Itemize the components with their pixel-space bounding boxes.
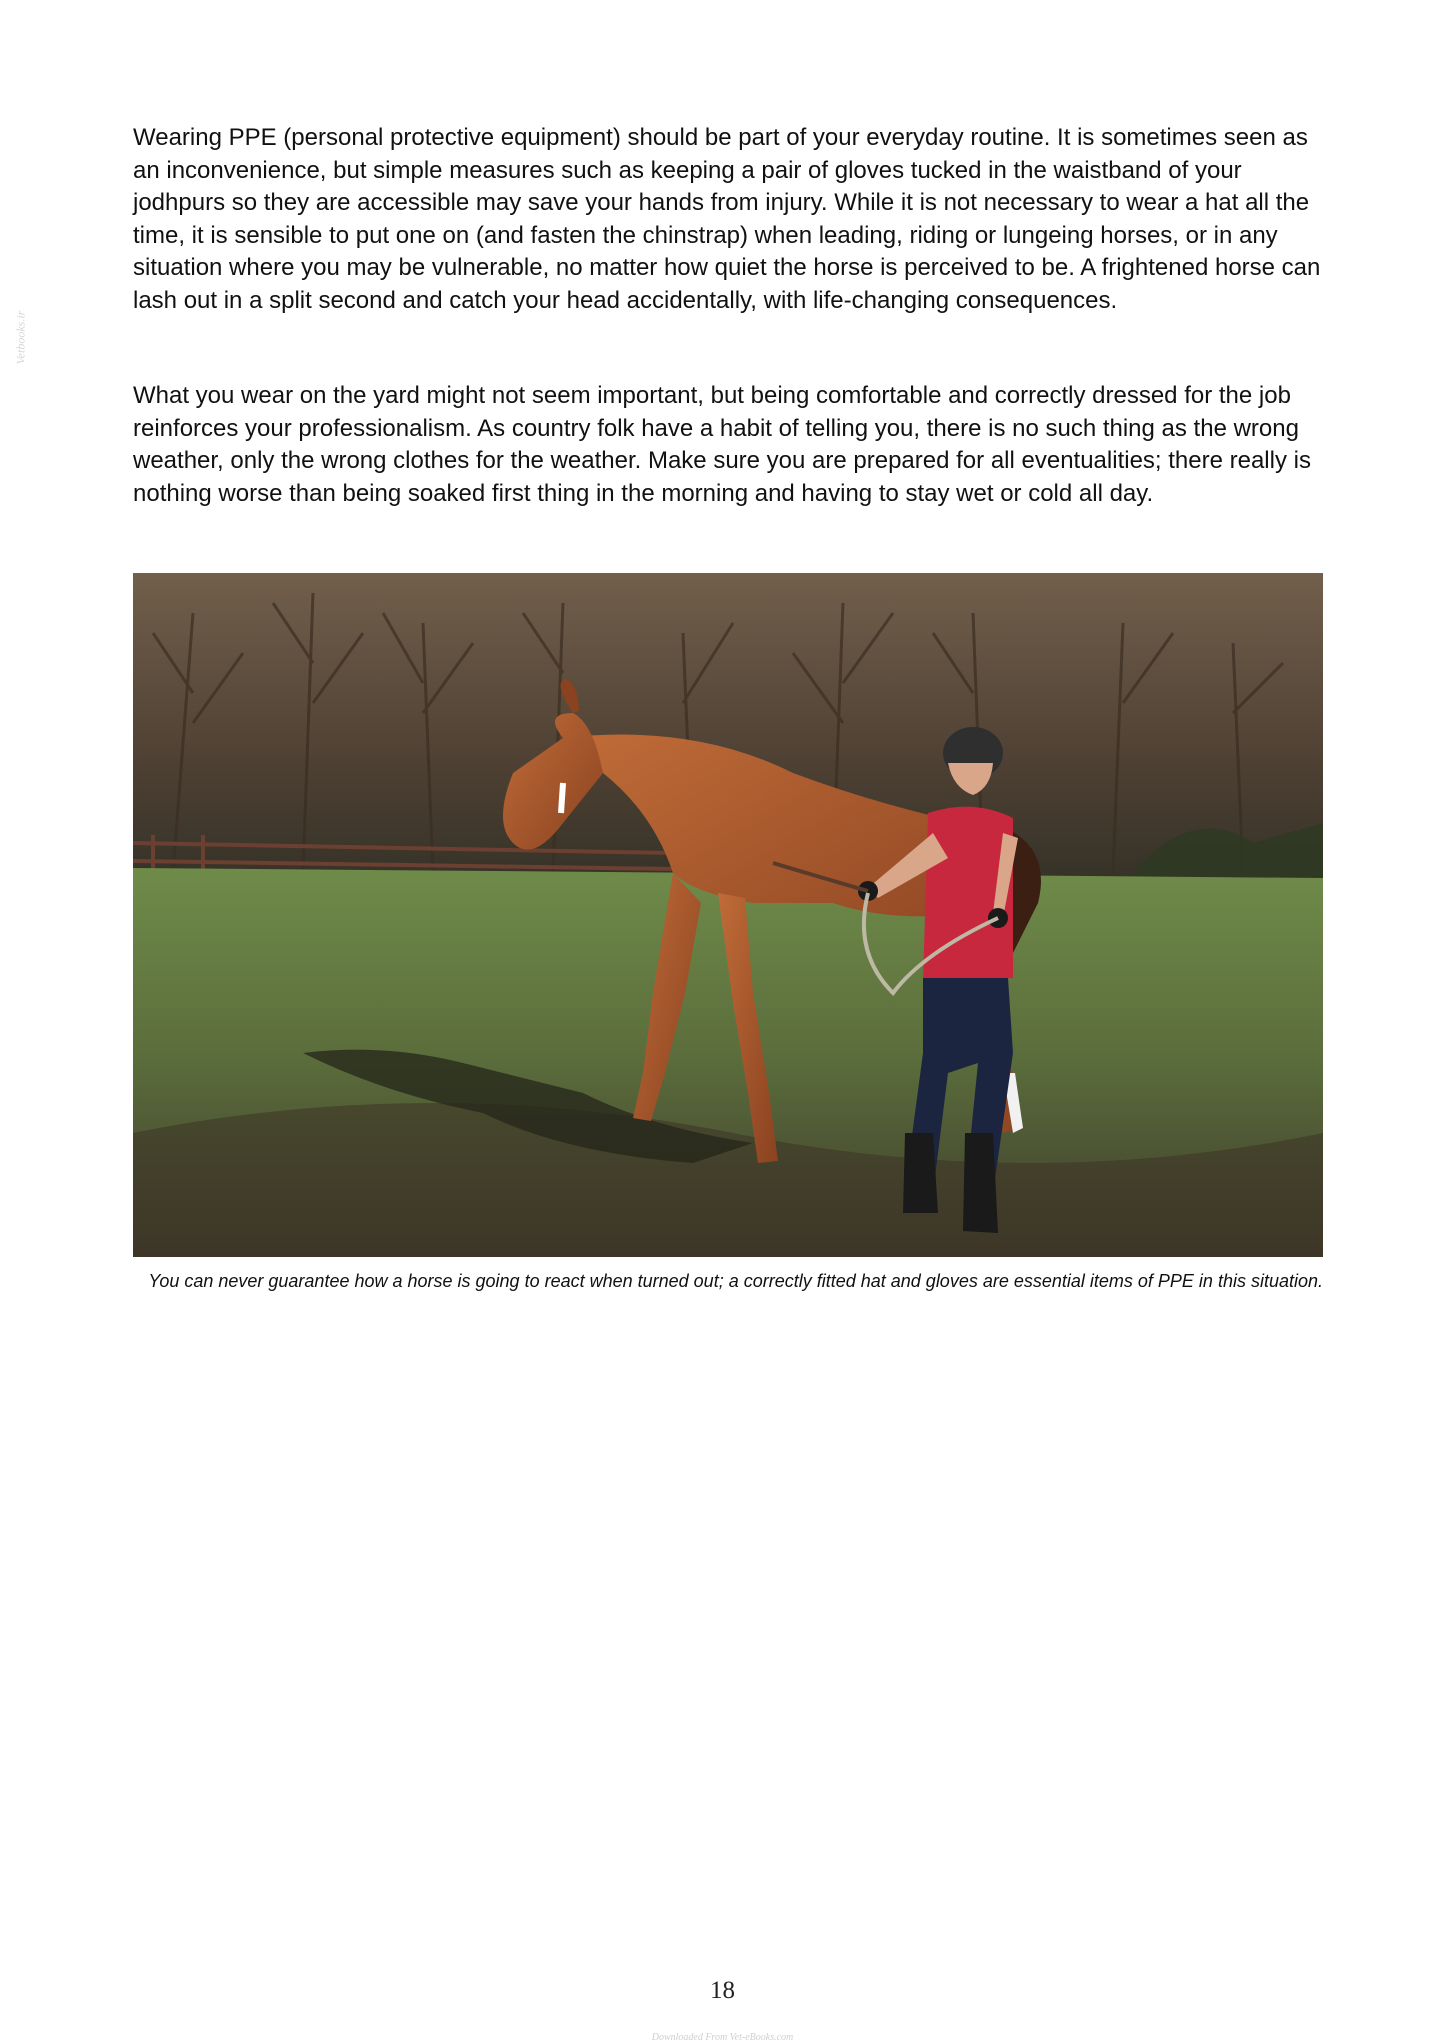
side-watermark: Vetbooks.ir: [13, 310, 28, 365]
horse-handler-photo: [133, 573, 1323, 1257]
figure-photo: [133, 573, 1323, 1257]
body-paragraph-2: What you wear on the yard might not seem important, but being comfortable and correctly dressed for the job reinforces your professionalism. As country folk have a habit of telling you, there is no such thing as the wrong weather, only the wrong clothes for the weather. Make sure you are prepared for all eventualities; there really is nothing worse than being soaked first thing in the morning and having to stay wet or cold all day.: [133, 382, 1311, 507]
body-paragraph-1: Wearing PPE (personal protective equipment) should be part of your everyday routine. It is sometimes seen as an inconvenience, but simple measures such as keeping a pair of gloves tucked in the waistband of your jodhpurs so they are accessible may save your hands from injury. While it is not necessary to wear a hat all the time, it is sensible to put one on (and fasten the chinstrap) when leading, riding or lungeing horses, or in any situation where you may be vulnerable, no matter how quiet the horse is perceived to be. A frightened horse can lash out in a split second and catch your head accidentally, with life-changing consequences.: [133, 124, 1321, 314]
footer-watermark: Downloaded From Vet-eBooks.com: [651, 2032, 794, 2043]
figure-caption: You can never guarantee how a horse is going to react when turned out; a correctly fitted hat and gloves are essential items of PPE in this situation.: [148, 1271, 1323, 1291]
page-number: 18: [710, 1977, 735, 2004]
